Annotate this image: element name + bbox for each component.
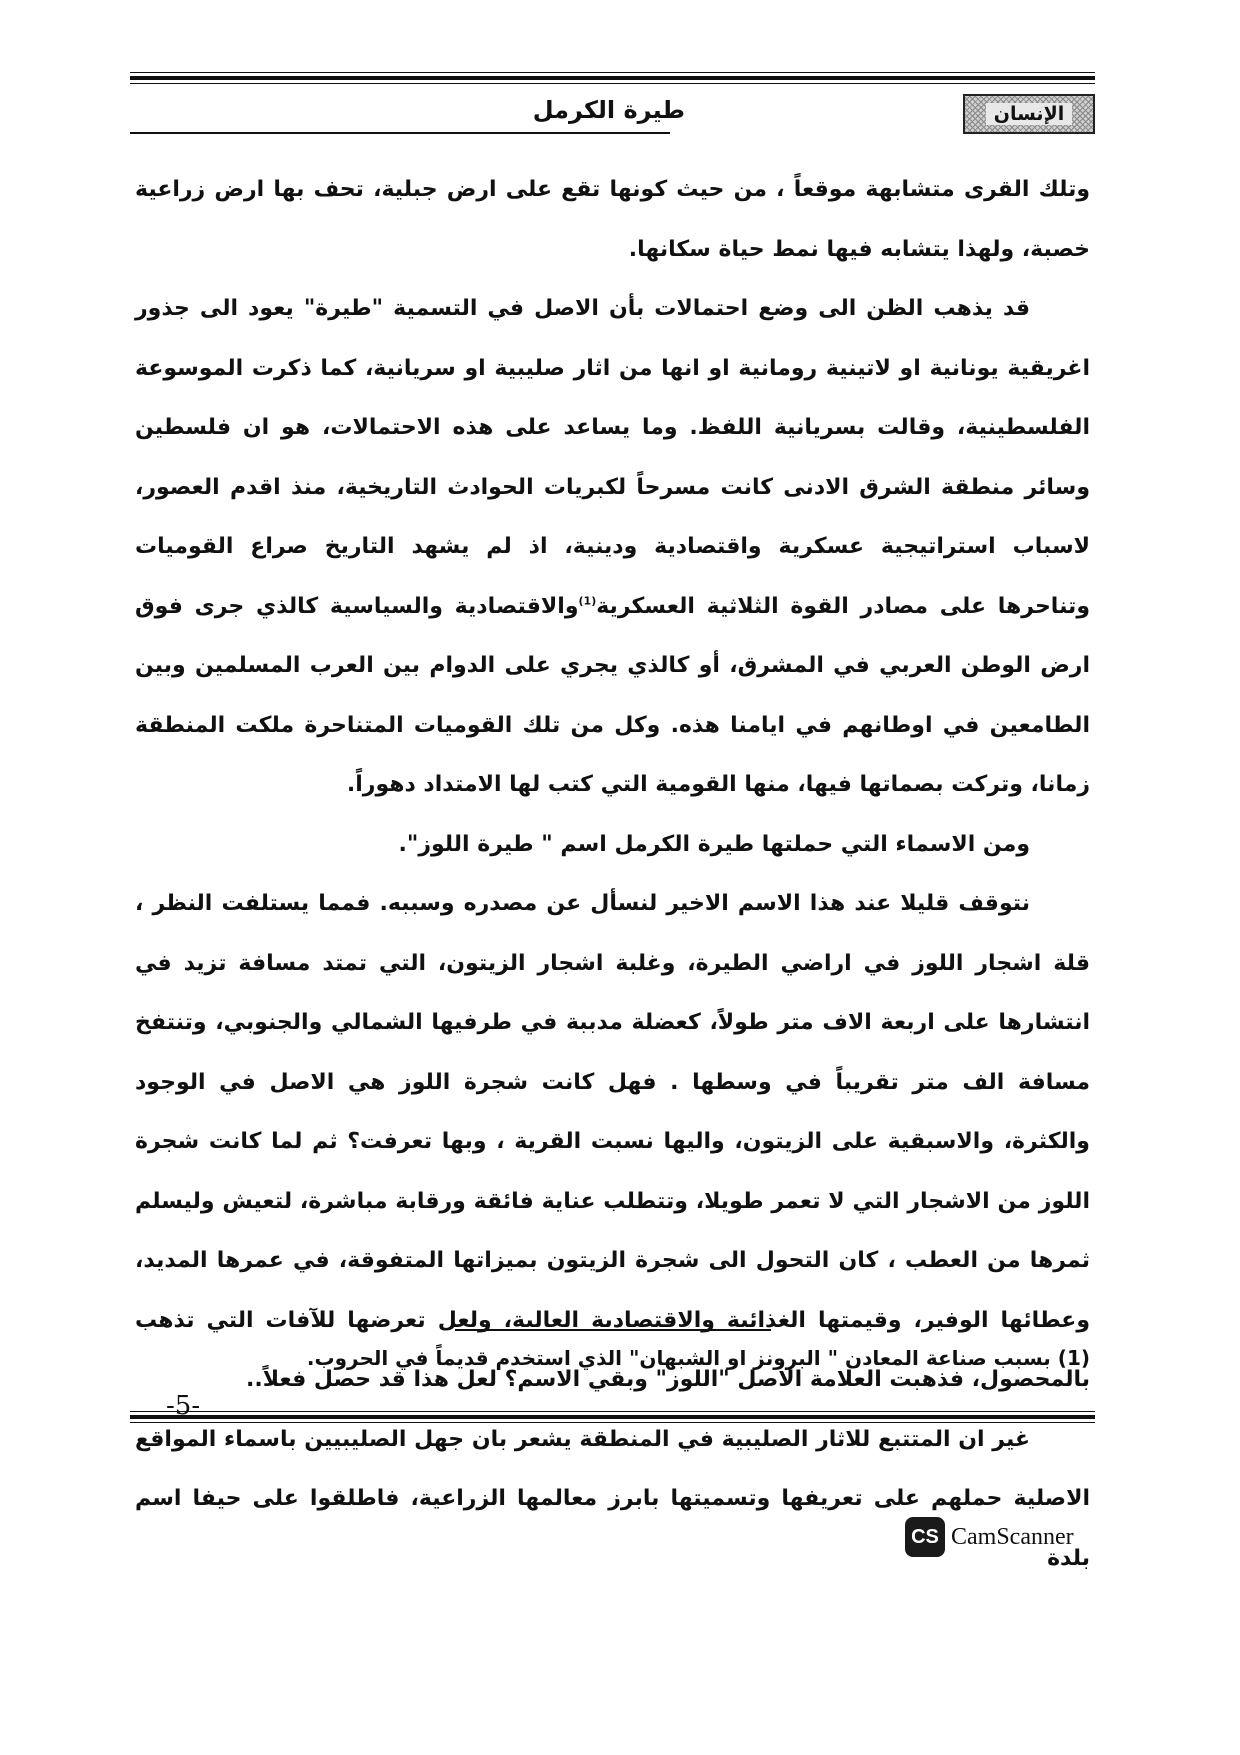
paragraph-4: نتوقف قليلا عند هذا الاسم الاخير لنسأل عن مصدره وسببه. فمما يستلفت النظر ، قلة اشجار اللوز في اراضي الطيرة، وغلبة اشجار الزيتون، التي تمتد مسافة تزيد في انتشارها على اربعة الاف متر طولاً، كعضلة مدببة في طرفيها الشمالي والجنوبي، وتنتفخ مسافة الف متر تقريباً في وسطها . فهل كانت شجرة اللوز هي الاصل في الوجود والكثرة، والاسبقية على الزيتون، واليها نسبت القرية ، وبها تعرفت؟ ثم لما كانت شجرة اللوز من الاشجار التي لا تعمر طويلا، وتتطلب عناية فائقة ورقابة مباشرة، لتعيش وليسلم ثمرها من العطب ، كان التحول الى شجرة الزيتون بميزاتها المتفوقة، في عمرها المديد، وعطائها الوفير، وقيمتها الغذائية والاقتصادية العالية، ولعل تعرضها للآفات التي تذهب بالمحصول، فذهبت العلامة الاصل "اللوز" وبقي الاسم؟ لعل هذا قد حصل فعلاً..	[135, 891, 1090, 1392]
page-number: -5-	[166, 1391, 201, 1421]
journal-badge	[963, 94, 1095, 134]
paragraph-1: وتلك القرى متشابهة موقعاً ، من حيث كونها تقع على ارض جبلية، تحف بها ارض زراعية خصبة، ولهذا يتشابه فيها نمط حياة سكانها.	[135, 177, 1090, 262]
journal-badge-label: الإنسان	[986, 103, 1072, 125]
paragraph-2-part-1: قد يذهب الظن الى وضع احتمالات بأن الاصل في التسمية "طيرة" يعود الى جذور اغريقية يونانية او لاتينية رومانية او انها من اثار صليبية او سريانية، كما ذكرت الموسوعة الفلسطينية، وقالت بسريانية اللفظ. وما يساعد على هذه الاحتمالات، هو ان فلسطين وسائر منطقة الشرق الادنى كانت مسرحاً لكبريات الحوادث التاريخية، منذ اقدم العصور، لاسباب استراتيجية عسكرية واقتصادية ودينية، اذ لم يشهد التاريخ صراع القوميات وتناحرها على مصادر القوة الثلاثية العسكرية	[135, 296, 1090, 619]
paragraph-3: ومن الاسماء التي حملتها طيرة الكرمل اسم " طيرة اللوز".	[398, 831, 1030, 857]
header-top-rule	[130, 72, 1095, 87]
body-text	[135, 160, 1090, 1588]
paragraph-5: غير ان المتتبع للاثار الصليبية في المنطقة يشعر بان جهل الصليبيين باسماء المواقع الاصلية حملهم على تعريفها وتسميتها بابرز معالمها الزراعية، فاطلقوا على حيفا اسم بلدة	[135, 1426, 1090, 1571]
camscanner-label: CamScanner	[951, 1523, 1074, 1550]
footnote-marker[interactable]: (1)	[578, 594, 597, 608]
header-underline	[130, 132, 670, 134]
paragraph-2-part-2: والاقتصادية والسياسية كالذي جرى فوق ارض الوطن العربي في المشرق، أو كالذي يجري على الدوام بين العرب المسلمين وبين الطامعين في اوطانهم في ايامنا هذه. وكل من تلك القوميات المتناحرة ملكت المنطقة زمانا، وتركت بصماتها فيها، منها القومية التي كتب لها الامتداد دهوراً.	[135, 593, 1090, 797]
paragraph-2	[135, 279, 1090, 815]
camscanner-icon: CS	[905, 1517, 945, 1557]
camscanner-watermark	[905, 1517, 1074, 1557]
running-title: طيرة الكرمل	[532, 96, 685, 124]
footnote: (1) بسبب صناعة المعادن " البرونز او الشبهان" الذي استخدم قديماً في الحروب.	[306, 1346, 1090, 1370]
footnote-separator	[455, 1329, 771, 1331]
footer-bottom-rule	[130, 1411, 1095, 1426]
page-header	[130, 92, 1095, 138]
